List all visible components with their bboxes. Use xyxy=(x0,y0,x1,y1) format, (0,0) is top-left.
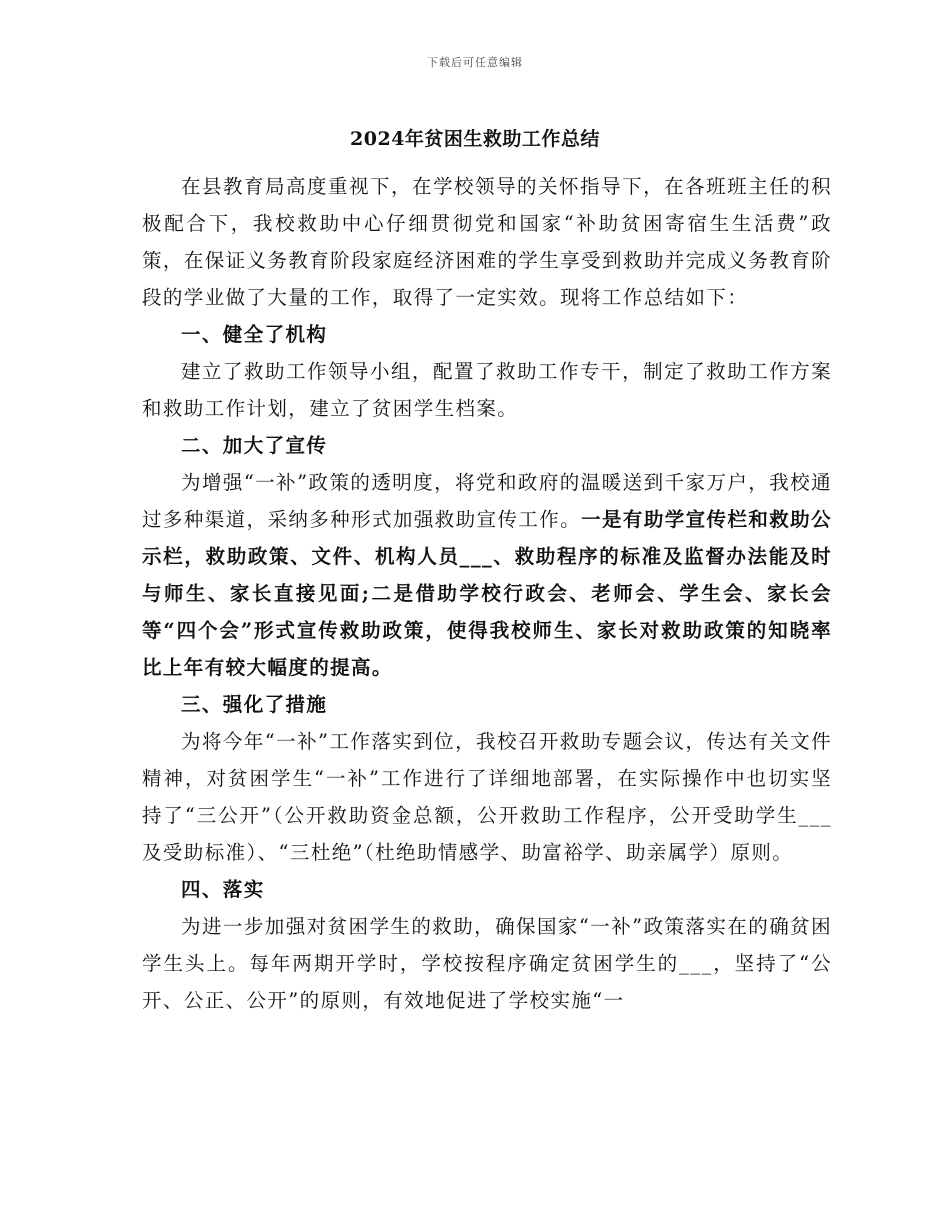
section-2-emphasis: 一是有助学宣传栏和救助公示栏，救助政策、文件、机构人员___、救助程序的标准及监督办法能及时与师生、家长直接见面;二是借助学校行政会、老师会、学生会、家长会等“四个会”形式宣传救助政策，使得我校师生、家长对救助政策的知晓率比上年有较大幅度的提高。 xyxy=(142,508,832,679)
section-4-heading: 四、落实 xyxy=(181,878,265,901)
document-body xyxy=(142,168,832,1019)
section-2-heading: 二、加大了宣传 xyxy=(181,434,328,457)
section-3-paragraph: 为将今年“一补”工作落实到位，我校召开救助专题会议，传达有关文件精神，对贫困学生“一补”工作进行了详细地部署，在实际操作中也切实坚持了“三公开”（公开救助资金总额，公开救助工作程序，公开受助学生___及受助标准）、“三杜绝”（杜绝助情感学、助富裕学、助亲属学）原则。 xyxy=(142,730,832,864)
section-4-paragraph: 为进一步加强对贫困学生的救助，确保国家“一补”政策落实在的确贫困学生头上。每年两期开学时，学校按程序确定贫困学生的___，坚持了“公开、公正、公开”的原则，有效地促进了学校实施“一 xyxy=(142,915,832,1012)
header-note: 下载后可任意编辑 xyxy=(427,56,523,69)
document-title: 2024年贫困生救助工作总结 xyxy=(350,128,600,150)
section-1-paragraph: 建立了救助工作领导小组，配置了救助工作专干，制定了救助工作方案和救助工作计划，建立了贫困学生档案。 xyxy=(142,360,832,420)
section-1-heading: 一、健全了机构 xyxy=(181,323,328,346)
section-3-heading: 三、强化了措施 xyxy=(181,693,328,716)
intro-paragraph: 在县教育局高度重视下，在学校领导的关怀指导下，在各班班主任的积极配合下，我校救助中心仔细贯彻党和国家“补助贫困寄宿生生活费”政策，在保证义务教育阶段家庭经济困难的学生享受到救助并完成义务教育阶段的学业做了大量的工作，取得了一定实效。现将工作总结如下： xyxy=(142,175,832,309)
section-2-text: 为增强“一补”政策的透明度，将党和政府的温暖送到千家万户，我校通过多种渠道，采纳多种形式加强救助宣传工作。 xyxy=(142,471,832,531)
section-2-paragraph xyxy=(142,464,832,686)
